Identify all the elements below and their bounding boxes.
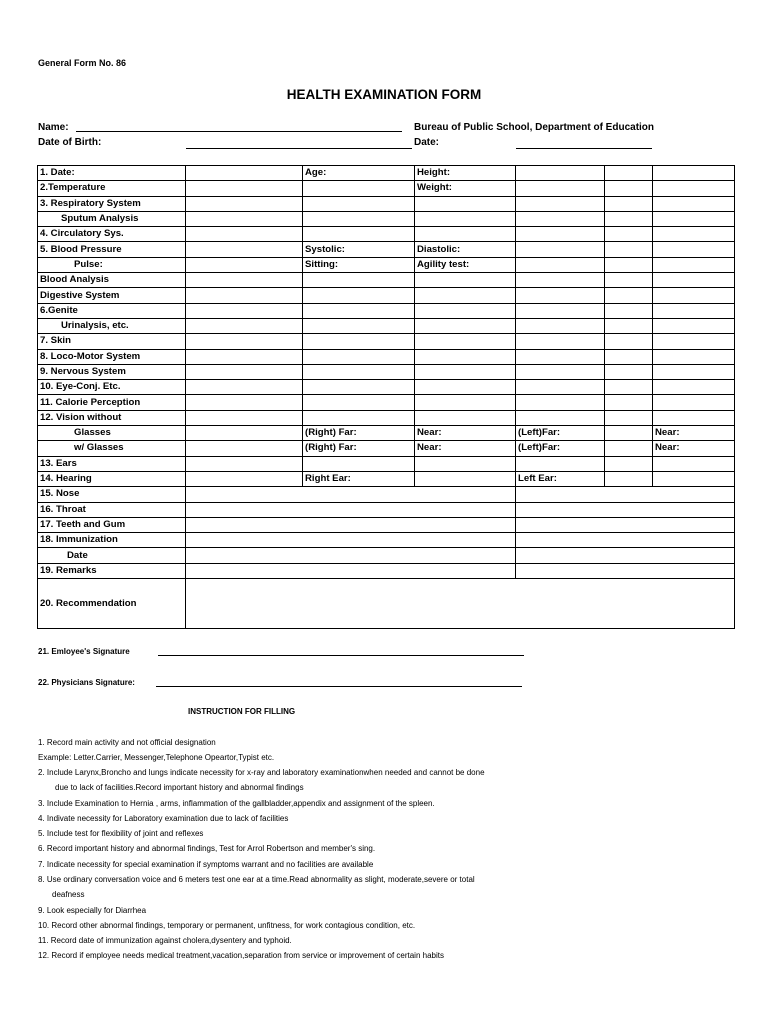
table-cell[interactable]	[303, 456, 415, 471]
table-row	[38, 318, 735, 333]
table-cell[interactable]	[516, 364, 605, 379]
table-cell[interactable]	[605, 288, 653, 303]
table-cell[interactable]	[415, 349, 516, 364]
table-cell[interactable]	[303, 181, 415, 196]
systolic-label: Systolic:	[303, 242, 415, 257]
table-row	[38, 441, 735, 456]
table-row	[38, 303, 735, 318]
table-row	[38, 349, 735, 364]
table-cell[interactable]	[653, 288, 735, 303]
table-cell[interactable]	[516, 380, 605, 395]
table-cell[interactable]	[516, 533, 735, 548]
table-cell[interactable]	[605, 273, 653, 288]
row-label: Blood Analysis	[38, 273, 186, 288]
table-cell[interactable]	[516, 303, 605, 318]
table-cell[interactable]	[415, 303, 516, 318]
table-row	[38, 196, 735, 211]
row-label: Glasses	[38, 426, 186, 441]
table-cell[interactable]	[303, 196, 415, 211]
physician-signature-label: 22. Physicians Signature:	[38, 678, 135, 687]
table-cell[interactable]	[516, 563, 735, 578]
table-cell[interactable]	[516, 181, 605, 196]
row-label: Sputum Analysis	[38, 211, 186, 226]
table-cell[interactable]	[415, 334, 516, 349]
row-label: 2.Temperature	[38, 181, 186, 196]
row-label: 3. Respiratory System	[38, 196, 186, 211]
left-ear-label: Left Ear:	[516, 471, 605, 486]
instruction-line: 12. Record if employee needs medical treatment,vacation,separation from service or improvement of certain habits	[38, 951, 444, 960]
table-row	[38, 471, 735, 486]
table-row	[38, 548, 735, 563]
table-cell[interactable]	[653, 380, 735, 395]
dob-label: Date of Birth:	[38, 137, 102, 148]
left-far-label: (Left)Far:	[516, 426, 605, 441]
name-label: Name:	[38, 122, 69, 133]
table-cell[interactable]	[303, 211, 415, 226]
table-cell[interactable]	[516, 349, 605, 364]
table-cell[interactable]	[415, 364, 516, 379]
table-cell[interactable]	[303, 288, 415, 303]
instruction-line: 7. Indicate necessity for special examination if symptoms warrant and no facilities are available	[38, 860, 374, 869]
instruction-line: 3. Include Examination to Hernia , arms, inflammation of the gallbladder,appendix and assignment of the spleen.	[38, 799, 435, 808]
row-label: 19. Remarks	[38, 563, 186, 578]
table-cell[interactable]	[516, 288, 605, 303]
table-cell[interactable]	[415, 227, 516, 242]
table-cell[interactable]	[605, 380, 653, 395]
table-row	[38, 579, 735, 629]
instruction-line: 6. Record important history and abnormal findings, Test for Arrol Robertson and member's sing.	[38, 844, 376, 853]
near-label: Near:	[415, 426, 516, 441]
table-row	[38, 410, 735, 425]
left-far-label: (Left)Far:	[516, 441, 605, 456]
table-cell[interactable]	[516, 196, 605, 211]
age-label: Age:	[303, 166, 415, 181]
table-row	[38, 487, 735, 502]
table-cell[interactable]	[516, 211, 605, 226]
table-cell[interactable]	[186, 196, 303, 211]
table-cell[interactable]	[186, 380, 303, 395]
agility-test-label: Agility test:	[415, 257, 516, 272]
row-label: Digestive System	[38, 288, 186, 303]
table-row	[38, 273, 735, 288]
row-label: w/ Glasses	[38, 441, 186, 456]
table-row	[38, 288, 735, 303]
table-cell[interactable]	[303, 334, 415, 349]
table-cell[interactable]	[186, 517, 516, 532]
table-cell[interactable]	[516, 548, 735, 563]
table-cell[interactable]	[186, 471, 303, 486]
employee-signature-line[interactable]	[158, 655, 524, 656]
table-row	[38, 211, 735, 226]
row-label: Urinalysis, etc.	[38, 318, 186, 333]
row-label: 14. Hearing	[38, 471, 186, 486]
table-cell[interactable]	[605, 456, 653, 471]
table-row	[38, 166, 735, 181]
table-cell[interactable]	[516, 517, 735, 532]
height-label: Height:	[415, 166, 516, 181]
table-cell[interactable]	[303, 380, 415, 395]
row-label: 17. Teeth and Gum	[38, 517, 186, 532]
instruction-line: 11. Record date of immunization against cholera,dysentery and typhoid.	[38, 936, 292, 945]
diastolic-label: Diastolic:	[415, 242, 516, 257]
table-cell[interactable]	[186, 257, 303, 272]
table-cell[interactable]	[653, 410, 735, 425]
table-cell[interactable]	[186, 441, 303, 456]
right-far-label: (Right) Far:	[303, 441, 415, 456]
table-cell[interactable]	[653, 257, 735, 272]
table-cell[interactable]	[605, 410, 653, 425]
table-row	[38, 563, 735, 578]
instruction-line: 1. Record main activity and not official designation	[38, 738, 216, 747]
table-cell[interactable]	[186, 334, 303, 349]
table-cell[interactable]	[415, 288, 516, 303]
table-cell[interactable]	[303, 227, 415, 242]
instruction-line: due to lack of facilities.Record important history and abnormal findings	[55, 783, 304, 792]
table-cell[interactable]	[186, 456, 303, 471]
table-cell[interactable]	[186, 227, 303, 242]
table-cell[interactable]	[303, 273, 415, 288]
right-ear-label: Right Ear:	[303, 471, 415, 486]
instruction-line: 8. Use ordinary conversation voice and 6 meters test one ear at a time.Read abnormality as slight, moderate,severe or total	[38, 875, 475, 884]
instruction-line: 10. Record other abnormal findings, temporary or permanent, unfitness, for work contagious condition, etc.	[38, 921, 416, 930]
row-label: 1. Date:	[38, 166, 186, 181]
table-cell[interactable]	[186, 242, 303, 257]
table-cell[interactable]	[605, 166, 653, 181]
table-row	[38, 395, 735, 410]
table-cell[interactable]	[653, 395, 735, 410]
row-label: 20. Recommendation	[38, 579, 186, 629]
table-cell[interactable]	[605, 349, 653, 364]
instruction-line: deafness	[52, 890, 85, 899]
table-cell[interactable]	[605, 318, 653, 333]
table-row	[38, 456, 735, 471]
form-title: HEALTH EXAMINATION FORM	[286, 87, 482, 102]
table-cell[interactable]	[605, 257, 653, 272]
table-cell[interactable]	[186, 318, 303, 333]
table-cell[interactable]	[186, 395, 303, 410]
table-cell[interactable]	[186, 273, 303, 288]
table-cell[interactable]	[186, 364, 303, 379]
table-cell[interactable]	[186, 548, 516, 563]
table-cell[interactable]	[605, 334, 653, 349]
table-cell[interactable]	[653, 166, 735, 181]
form-number: General Form No. 86	[38, 58, 127, 68]
table-cell[interactable]	[516, 410, 605, 425]
table-cell[interactable]	[653, 242, 735, 257]
table-cell[interactable]	[653, 318, 735, 333]
table-row	[38, 426, 735, 441]
table-row	[38, 227, 735, 242]
table-cell[interactable]	[605, 196, 653, 211]
table-cell[interactable]	[186, 487, 516, 502]
table-cell[interactable]	[186, 563, 516, 578]
weight-label: Weight:	[415, 181, 516, 196]
row-label: 9. Nervous System	[38, 364, 186, 379]
row-label: 6.Genite	[38, 303, 186, 318]
near-label: Near:	[653, 441, 735, 456]
table-cell[interactable]	[516, 395, 605, 410]
table-cell[interactable]	[653, 196, 735, 211]
table-cell[interactable]	[653, 273, 735, 288]
instruction-line: Example: Letter.Carrier, Messenger,Telephone Opeartor,Typist etc.	[38, 753, 275, 762]
table-cell[interactable]	[653, 471, 735, 486]
row-label: 11. Calorie Perception	[38, 395, 186, 410]
date-label: Date:	[414, 137, 440, 148]
table-cell[interactable]	[516, 334, 605, 349]
table-cell[interactable]	[186, 211, 303, 226]
near-label: Near:	[653, 426, 735, 441]
row-label: Date	[38, 548, 186, 563]
table-cell[interactable]	[516, 456, 605, 471]
table-cell[interactable]	[415, 471, 516, 486]
name-field-line[interactable]	[76, 131, 402, 132]
table-cell[interactable]	[303, 318, 415, 333]
recommendation-cell[interactable]	[186, 579, 735, 629]
table-cell[interactable]	[303, 410, 415, 425]
right-far-label: (Right) Far:	[303, 426, 415, 441]
table-cell[interactable]	[415, 395, 516, 410]
table-row	[38, 334, 735, 349]
table-cell[interactable]	[186, 349, 303, 364]
table-cell[interactable]	[516, 318, 605, 333]
row-label: 18. Immunization	[38, 533, 186, 548]
table-cell[interactable]	[415, 410, 516, 425]
instruction-line: 4. Indivate necessity for Laboratory examination due to lack of facilities	[38, 814, 289, 823]
table-cell[interactable]	[605, 471, 653, 486]
table-cell[interactable]	[303, 303, 415, 318]
physician-signature-line[interactable]	[156, 686, 522, 687]
table-cell[interactable]	[605, 181, 653, 196]
instruction-line: 5. Include test for flexibility of joint and reflexes	[38, 829, 204, 838]
table-cell[interactable]	[605, 395, 653, 410]
table-cell[interactable]	[653, 227, 735, 242]
table-cell[interactable]	[653, 349, 735, 364]
table-cell[interactable]	[516, 166, 605, 181]
table-cell[interactable]	[186, 410, 303, 425]
table-row	[38, 181, 735, 196]
table-cell[interactable]	[303, 395, 415, 410]
table-cell[interactable]	[186, 166, 303, 181]
examination-table	[37, 165, 735, 629]
row-label: Pulse:	[38, 257, 186, 272]
table-cell[interactable]	[415, 456, 516, 471]
table-cell[interactable]	[653, 364, 735, 379]
table-cell[interactable]	[186, 502, 516, 517]
table-cell[interactable]	[415, 318, 516, 333]
table-row	[38, 257, 735, 272]
table-cell[interactable]	[516, 257, 605, 272]
bureau-label: Bureau of Public School, Department of Education	[414, 122, 655, 133]
table-cell[interactable]	[653, 334, 735, 349]
table-cell[interactable]	[186, 288, 303, 303]
near-label: Near:	[415, 441, 516, 456]
sitting-label: Sitting:	[303, 257, 415, 272]
table-cell[interactable]	[186, 303, 303, 318]
table-cell[interactable]	[186, 533, 516, 548]
table-cell[interactable]	[605, 211, 653, 226]
row-label: 15. Nose	[38, 487, 186, 502]
table-cell[interactable]	[653, 181, 735, 196]
row-label: 13. Ears	[38, 456, 186, 471]
table-row	[38, 502, 735, 517]
table-cell[interactable]	[303, 349, 415, 364]
table-cell[interactable]	[415, 380, 516, 395]
table-cell[interactable]	[516, 273, 605, 288]
table-cell[interactable]	[653, 456, 735, 471]
row-label: 16. Throat	[38, 502, 186, 517]
table-cell[interactable]	[516, 242, 605, 257]
row-label: 8. Loco-Motor System	[38, 349, 186, 364]
instruction-line: 9. Look especially for Diarrhea	[38, 906, 147, 915]
table-cell[interactable]	[605, 441, 653, 456]
date-field-line[interactable]	[516, 148, 652, 149]
table-cell[interactable]	[516, 487, 735, 502]
table-cell[interactable]	[186, 426, 303, 441]
table-row	[38, 364, 735, 379]
table-cell[interactable]	[415, 211, 516, 226]
dob-field-line[interactable]	[186, 148, 412, 149]
table-cell[interactable]	[653, 303, 735, 318]
table-cell[interactable]	[653, 211, 735, 226]
table-row	[38, 242, 735, 257]
table-cell[interactable]	[415, 196, 516, 211]
table-cell[interactable]	[605, 227, 653, 242]
instructions-title: INSTRUCTION FOR FILLING	[188, 707, 296, 716]
table-cell[interactable]	[516, 227, 605, 242]
row-label: 12. Vision without	[38, 410, 186, 425]
table-cell[interactable]	[415, 273, 516, 288]
table-cell[interactable]	[605, 303, 653, 318]
table-cell[interactable]	[605, 426, 653, 441]
row-label: 7. Skin	[38, 334, 186, 349]
table-row	[38, 517, 735, 532]
row-label: 5. Blood Pressure	[38, 242, 186, 257]
table-row	[38, 533, 735, 548]
table-cell[interactable]	[516, 502, 735, 517]
table-row	[38, 380, 735, 395]
row-label: 4. Circulatory Sys.	[38, 227, 186, 242]
instruction-line: 2. Include Larynx,Broncho and lungs indicate necessity for x-ray and laboratory examinationwhen needed and cannot be done	[38, 768, 485, 777]
table-cell[interactable]	[303, 364, 415, 379]
table-cell[interactable]	[186, 181, 303, 196]
table-cell[interactable]	[605, 364, 653, 379]
table-cell[interactable]	[605, 242, 653, 257]
row-label: 10. Eye-Conj. Etc.	[38, 380, 186, 395]
employee-signature-label: 21. Emloyee's Signature	[38, 647, 130, 656]
